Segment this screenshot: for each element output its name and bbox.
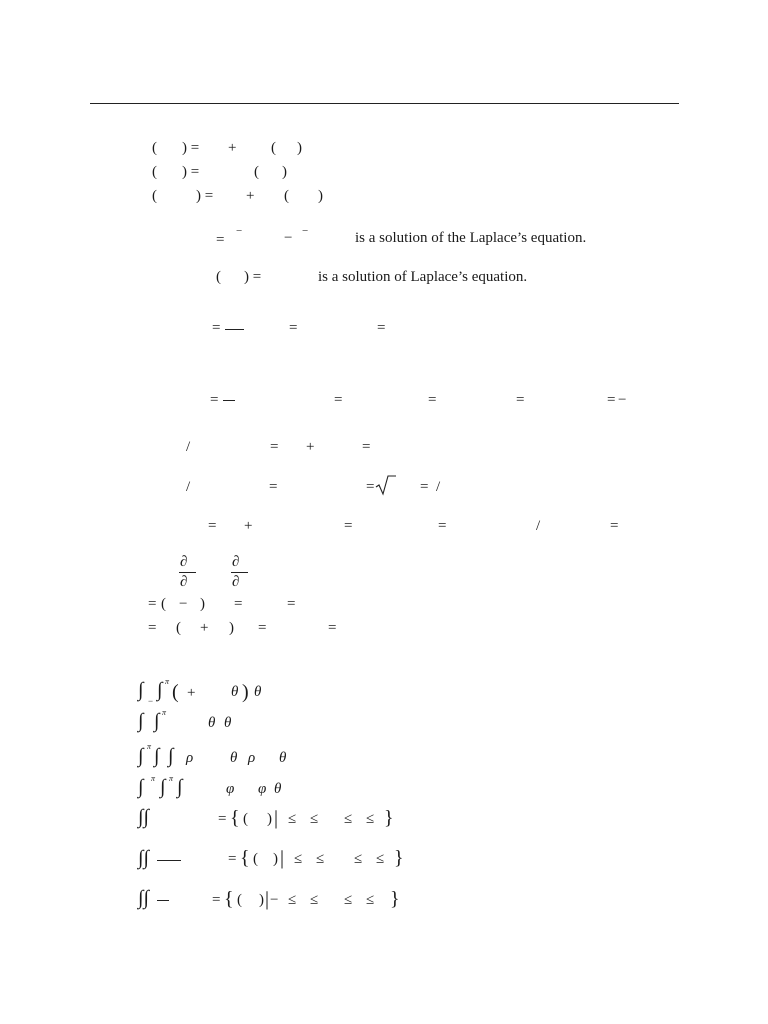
theta-symbol: θ xyxy=(274,781,282,797)
equals-sign: = xyxy=(377,320,386,336)
fraction-bar xyxy=(157,860,181,861)
equation-row-1: ) = xyxy=(182,140,200,156)
equals-sign: = xyxy=(328,620,337,636)
equals-sign: = xyxy=(228,851,237,867)
plus-sign: + xyxy=(228,140,237,156)
theta-symbol: θ xyxy=(208,715,216,731)
integral-symbol: ∫ xyxy=(177,776,183,798)
upper-limit-pi: π xyxy=(147,742,152,751)
leq-sign: ≤ xyxy=(366,892,375,908)
leq-sign: ≤ xyxy=(344,892,353,908)
brace-open: { xyxy=(230,807,240,829)
theta-symbol: θ xyxy=(231,684,239,700)
phi-symbol: φ xyxy=(226,781,235,797)
equals-sign: = xyxy=(210,392,219,408)
integral-symbol: ∫ xyxy=(138,745,144,767)
upper-limit-pi: π xyxy=(165,677,170,686)
equals-sign: = xyxy=(344,518,353,534)
integral-symbol: ∫ xyxy=(138,679,144,701)
set-separator: | xyxy=(265,888,270,910)
paren-close: ) xyxy=(282,164,287,180)
equals-sign: = xyxy=(270,439,279,455)
paren-open: ( xyxy=(172,681,179,703)
leq-sign: ≤ xyxy=(354,851,363,867)
leq-sign: ≤ xyxy=(344,811,353,827)
paren-open: ( xyxy=(237,892,242,908)
paren-close: ) xyxy=(229,620,234,636)
double-integral-symbol: ∫∫ xyxy=(138,806,149,828)
theta-symbol: θ xyxy=(254,684,262,700)
brace-close: } xyxy=(394,847,404,869)
slash: / xyxy=(186,439,191,455)
brace-open: { xyxy=(240,847,250,869)
laplace-sentence-1: is a solution of the Laplace’s equation. xyxy=(355,230,587,246)
minus-sign: − xyxy=(618,392,627,408)
double-integral-symbol: ∫∫ xyxy=(138,847,149,869)
equals-sign: = xyxy=(420,479,429,495)
partial-symbol: ∂ xyxy=(180,554,188,570)
upper-limit-pi: π xyxy=(162,708,167,717)
equals-sign: = xyxy=(362,439,371,455)
integral-symbol: ∫ xyxy=(138,776,144,798)
leq-sign: ≤ xyxy=(366,811,375,827)
equals-sign: = xyxy=(208,518,217,534)
paren-open: ( xyxy=(284,188,289,204)
equals-sign: = xyxy=(234,596,243,612)
equals-sign: = xyxy=(610,518,619,534)
leq-sign: ≤ xyxy=(310,811,319,827)
plus-sign: + xyxy=(246,188,255,204)
paren-open: ( xyxy=(271,140,276,156)
paren-open: ( xyxy=(161,596,166,612)
equals-sign: = xyxy=(438,518,447,534)
plus-sign: + xyxy=(187,685,196,701)
paren-open: ( xyxy=(152,140,157,156)
equals-sign: = xyxy=(148,596,157,612)
phi-symbol: φ xyxy=(258,781,267,797)
leq-sign: ≤ xyxy=(288,811,297,827)
double-integral-symbol: ∫∫ xyxy=(138,887,149,909)
top-rule xyxy=(90,103,679,104)
equals-sign: = xyxy=(334,392,343,408)
equals-sign: = xyxy=(269,479,278,495)
equals-sign: = xyxy=(148,620,157,636)
equals-sign: = xyxy=(516,392,525,408)
partial-symbol: ∂ xyxy=(232,574,240,590)
paren-open: ( xyxy=(253,851,258,867)
theta-symbol: θ xyxy=(279,750,287,766)
integral-symbol: ∫ xyxy=(154,710,160,732)
paren-close: ) xyxy=(259,892,264,908)
equation-row-5: ) = xyxy=(244,269,262,285)
fraction-bar xyxy=(223,400,235,401)
slash: / xyxy=(536,518,541,534)
paren-close: ) xyxy=(297,140,302,156)
equals-sign: = xyxy=(218,811,227,827)
equals-sign: = xyxy=(212,320,221,336)
slash: / xyxy=(436,479,441,495)
upper-limit-pi: π xyxy=(169,774,174,783)
sqrt-icon xyxy=(375,474,397,496)
plus-sign: + xyxy=(200,620,209,636)
paren-close: ) xyxy=(200,596,205,612)
equals-sign: = xyxy=(212,892,221,908)
fraction-bar xyxy=(225,329,244,330)
leq-sign: ≤ xyxy=(316,851,325,867)
leq-sign: ≤ xyxy=(288,892,297,908)
fraction-bar xyxy=(157,900,169,901)
partial-symbol: ∂ xyxy=(180,574,188,590)
set-separator: | xyxy=(280,847,285,869)
paren-open: ( xyxy=(254,164,259,180)
paren-close: ) xyxy=(273,851,278,867)
equation-row-3: ) = xyxy=(196,188,214,204)
paren-open: ( xyxy=(243,811,248,827)
rho-symbol: ρ xyxy=(186,750,194,766)
fraction-bar xyxy=(179,572,196,573)
upper-limit-pi: π xyxy=(151,774,156,783)
paren-open: ( xyxy=(216,269,221,285)
brace-close: } xyxy=(390,888,400,910)
brace-open: { xyxy=(224,888,234,910)
equals-sign: = xyxy=(607,392,616,408)
minus-sign: − xyxy=(284,230,293,246)
integral-symbol: ∫ xyxy=(154,745,160,767)
paren-close: ) xyxy=(242,681,249,703)
integral-symbol: ∫ xyxy=(160,776,166,798)
paren-open: ( xyxy=(152,164,157,180)
superscript-minus: − xyxy=(302,225,309,237)
set-separator: | xyxy=(274,807,279,829)
partial-symbol: ∂ xyxy=(232,554,240,570)
equals-sign: = xyxy=(258,620,267,636)
equals-sign: = xyxy=(216,232,225,248)
integral-symbol: ∫ xyxy=(138,710,144,732)
paren-close: ) xyxy=(267,811,272,827)
equals-sign: = xyxy=(428,392,437,408)
theta-symbol: θ xyxy=(224,715,232,731)
paren-open: ( xyxy=(176,620,181,636)
brace-close: } xyxy=(384,807,394,829)
equation-row-2: ) = xyxy=(182,164,200,180)
paren-close: ) xyxy=(318,188,323,204)
equals-sign: = xyxy=(287,596,296,612)
equals-sign: = xyxy=(289,320,298,336)
leq-sign: ≤ xyxy=(376,851,385,867)
integral-symbol: ∫ xyxy=(157,679,163,701)
rho-symbol: ρ xyxy=(248,750,256,766)
slash: / xyxy=(186,479,191,495)
equals-sign: = xyxy=(366,479,375,495)
paren-open: ( xyxy=(152,188,157,204)
plus-sign: + xyxy=(306,439,315,455)
minus-sign: − xyxy=(270,892,279,908)
superscript-minus: − xyxy=(236,225,243,237)
fraction-bar xyxy=(231,572,248,573)
plus-sign: + xyxy=(244,518,253,534)
integral-symbol: ∫ xyxy=(168,745,174,767)
leq-sign: ≤ xyxy=(310,892,319,908)
theta-symbol: θ xyxy=(230,750,238,766)
subscript-minus: − xyxy=(148,696,154,706)
minus-sign: − xyxy=(179,596,188,612)
laplace-sentence-2: is a solution of Laplace’s equation. xyxy=(318,269,528,285)
leq-sign: ≤ xyxy=(294,851,303,867)
